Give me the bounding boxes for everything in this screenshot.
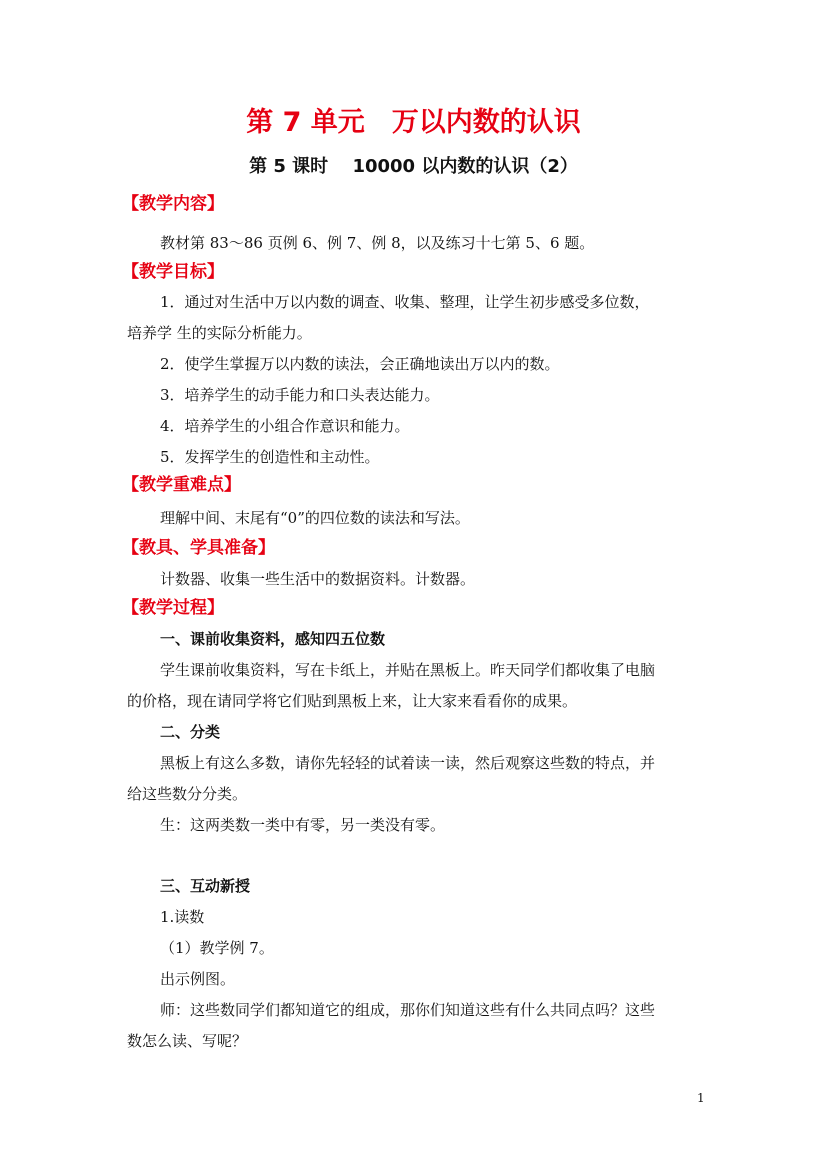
section-heading-goals: 【教学目标】 — [122, 262, 224, 282]
goal-item: 4．培养学生的小组合作意识和能力。 — [160, 417, 410, 435]
tools-text: 计数器、收集一些生活中的数据资料。计数器。 — [160, 570, 476, 588]
lesson-subtitle: 第 5 课时 10000 以内数的认识（2） — [249, 156, 578, 177]
difficulty-text: 理解中间、末尾有“0”的四位数的读法和写法。 — [160, 509, 470, 527]
step1-text: 的价格，现在请同学将它们贴到黑板上来，让大家来看看你的成果。 — [127, 692, 578, 710]
content-text: 教材第 83～86 页例 6、例 7、例 8，以及练习十七第 5、6 题。 — [160, 234, 595, 252]
step3-text: 师：这些数同学们都知道它的组成，那你们知道这些有什么共同点吗？这些 — [160, 1001, 656, 1019]
goal-item-continued: 培养学 生的实际分析能力。 — [127, 324, 312, 342]
section-heading-tools: 【教具、学具准备】 — [122, 538, 275, 558]
section-heading-process: 【教学过程】 — [122, 598, 224, 618]
step3-text: 数怎么读、写呢？ — [127, 1032, 248, 1050]
goal-item: 3．培养学生的动手能力和口头表达能力。 — [160, 386, 440, 404]
page-title: 第 7 单元 万以内数的认识 — [246, 107, 581, 138]
section-heading-content: 【教学内容】 — [122, 194, 224, 214]
step2-heading: 二、分类 — [160, 723, 221, 741]
step2-text: 给这些数分分类。 — [127, 785, 248, 803]
page-number: 1 — [697, 1091, 705, 1105]
step3-text: 1.读数 — [160, 908, 205, 926]
step1-heading: 一、课前收集资料，感知四五位数 — [160, 630, 386, 648]
goal-item: 1．通过对生活中万以内数的调查、收集、整理，让学生初步感受多位数， — [160, 293, 650, 311]
step3-text: 出示例图。 — [160, 970, 236, 988]
step1-text: 学生课前收集资料，写在卡纸上，并贴在黑板上。昨天同学们都收集了电脑 — [160, 661, 656, 679]
step3-text: （1）教学例 7。 — [160, 939, 274, 957]
section-heading-difficulty: 【教学重难点】 — [122, 475, 241, 495]
goal-item: 5．发挥学生的创造性和主动性。 — [160, 448, 380, 466]
step2-text: 生：这两类数一类中有零，另一类没有零。 — [160, 816, 446, 834]
goal-item: 2．使学生掌握万以内数的读法，会正确地读出万以内的数。 — [160, 355, 560, 373]
step3-heading: 三、互动新授 — [160, 877, 251, 895]
step2-text: 黑板上有这么多数，请你先轻轻的试着读一读，然后观察这些数的特点，并 — [160, 754, 656, 772]
